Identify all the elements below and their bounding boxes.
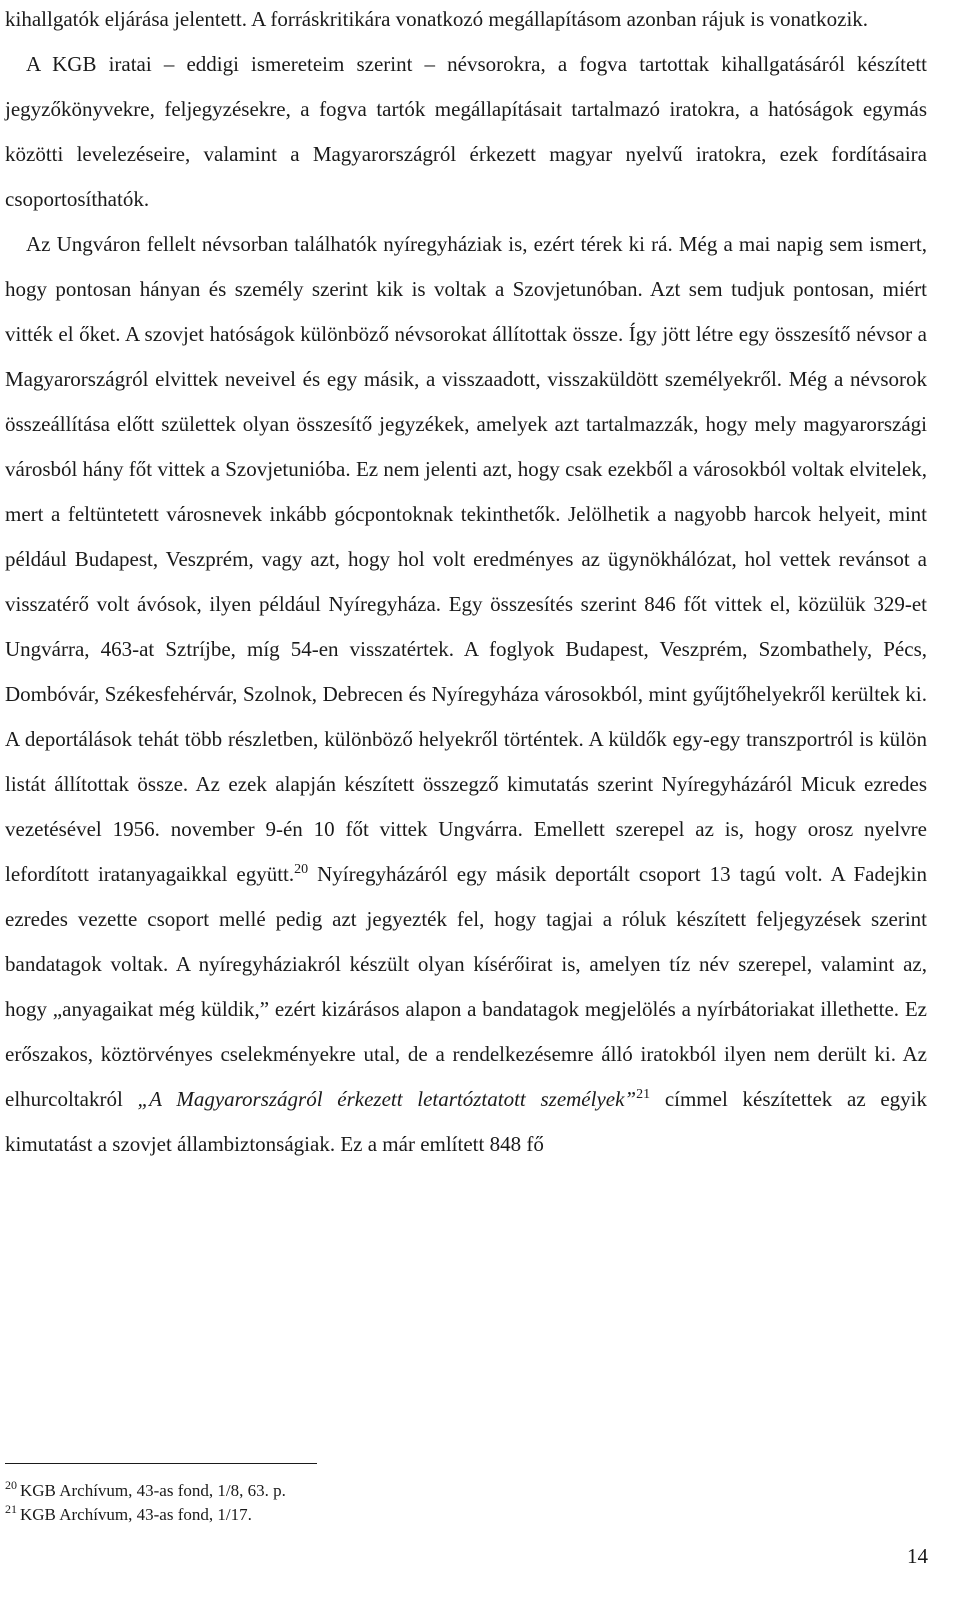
cited-title: „A Magyarországról érkezett letartóztatott személyek” xyxy=(137,1087,637,1111)
footnote-ref-20[interactable]: 20 xyxy=(294,862,309,877)
footnote-text: KGB Archívum, 43-as fond, 1/17. xyxy=(20,1505,252,1524)
footnote-21 xyxy=(5,1503,927,1527)
paragraph-3-text-a: Az Ungváron fellelt névsorban találhatók nyíregyháziak is, ezért térek ki rá. Még a mai napig sem ismert, hogy pontosan hányan és személy szerint kik is voltak a Szovjetunóban. Azt sem tudjuk pontosan, miért vitték el őket. A szovjet hatóságok különböző névsorokat állítottak össze. Így jött létre egy összesítő névsor a Magyarországról elvittek neveivel és egy másik, a visszaadott, visszaküldött személyekről. Még a névsorok összeállítása előtt születtek olyan összesítő jegyzékek, amelyek azt tartalmazzák, hogy mely magyarországi városból hány főt vittek a Szovjetunióba. Ez nem jelenti azt, hogy csak ezekből a városokból voltak elvitelek, mert a feltüntetett városnevek inkább gócpontoknak tekinthetők. Jelölhetik a nagyobb harcok helyeit, mint például Budapest, Veszprém, vagy azt, hogy hol volt eredményes az ügynökhálózat, hol vettek revánsot a visszatérő volt ávósok, ilyen például Nyíregyháza. Egy összesítés szerint 846 főt vittek el, közülük 329-et Ungvárra, 463-at Sztríjbe, míg 54-en visszatértek. A foglyok Budapest, Veszprém, Szombathely, Pécs, Dombóvár, Székesfehérvár, Szolnok, Debrecen és Nyíregyháza városokból, mint gyűjtőhelyekről kerültek ki. A deportálások tehát több részletben, különböző helyekről történtek. A küldők egy-egy transzportról is külön listát állítottak össze. Az ezek alapján készített összegző kimutatás szerint Nyíregyházáról Micuk ezredes vezetésével 1956. november 9-én 10 főt vittek Ungvárra. Emellett szerepel az is, hogy orosz nyelvre lefordított iratanyagaikkal együtt. xyxy=(5,232,927,886)
footnote-text: KGB Archívum, 43-as fond, 1/8, 63. p. xyxy=(20,1481,286,1500)
footnote-number: 21 xyxy=(5,1502,17,1517)
paragraph-2: A KGB iratai – eddigi ismereteim szerint – névsorokra, a fogva tartottak kihallgatásáról készített jegyzőkönyvekre, feljegyzésekre, a fogva tartók megállapításait tartalmazó iratokra, a hatóságok egymás közötti levelezéseire, valamint a Magyarországról érkezett magyar nyelvű iratokra, ezek fordításaira csoportosíthatók. xyxy=(5,52,927,211)
footnotes xyxy=(5,1479,927,1527)
paragraph-1: kihallgatók eljárása jelentett. A forráskritikára vonatkozó megállapításom azonban rájuk is vonatkozik. xyxy=(5,7,869,31)
footnote-ref-21[interactable]: 21 xyxy=(636,1087,651,1102)
paragraph-3-text-c: címmel készítettek az egyik kimutatást a szovjet állambiztonságiak. Ez a már említett 848 fő xyxy=(5,1087,927,1156)
page-number: 14 xyxy=(907,1544,928,1568)
footnote-number: 20 xyxy=(5,1478,17,1493)
paragraph-3 xyxy=(5,222,927,1167)
paragraph-3-text-b: Nyíregyházáról egy másik deportált csoport 13 tagú volt. A Fadejkin ezredes vezette csoport mellé pedig azt jegyezték fel, hogy tagjai a róluk készített feljegyzések szerint bandatagok voltak. A nyíregyháziakról készült olyan kísérőirat is, amelyen tíz név szerepel, valamint az, hogy „anyagaikat még küldik,” ezért kizárásos alapon a bandatagok megjelölés a nyírbátoriakat illethette. Ez erőszakos, köztörvényes cselekményekre utal, de a rendelkezésemre álló iratokból ilyen nem derült ki. Az elhurcoltakról xyxy=(5,862,927,1111)
body-text xyxy=(5,0,927,1167)
footnote-20 xyxy=(5,1479,927,1503)
footnote-divider xyxy=(5,1463,317,1464)
